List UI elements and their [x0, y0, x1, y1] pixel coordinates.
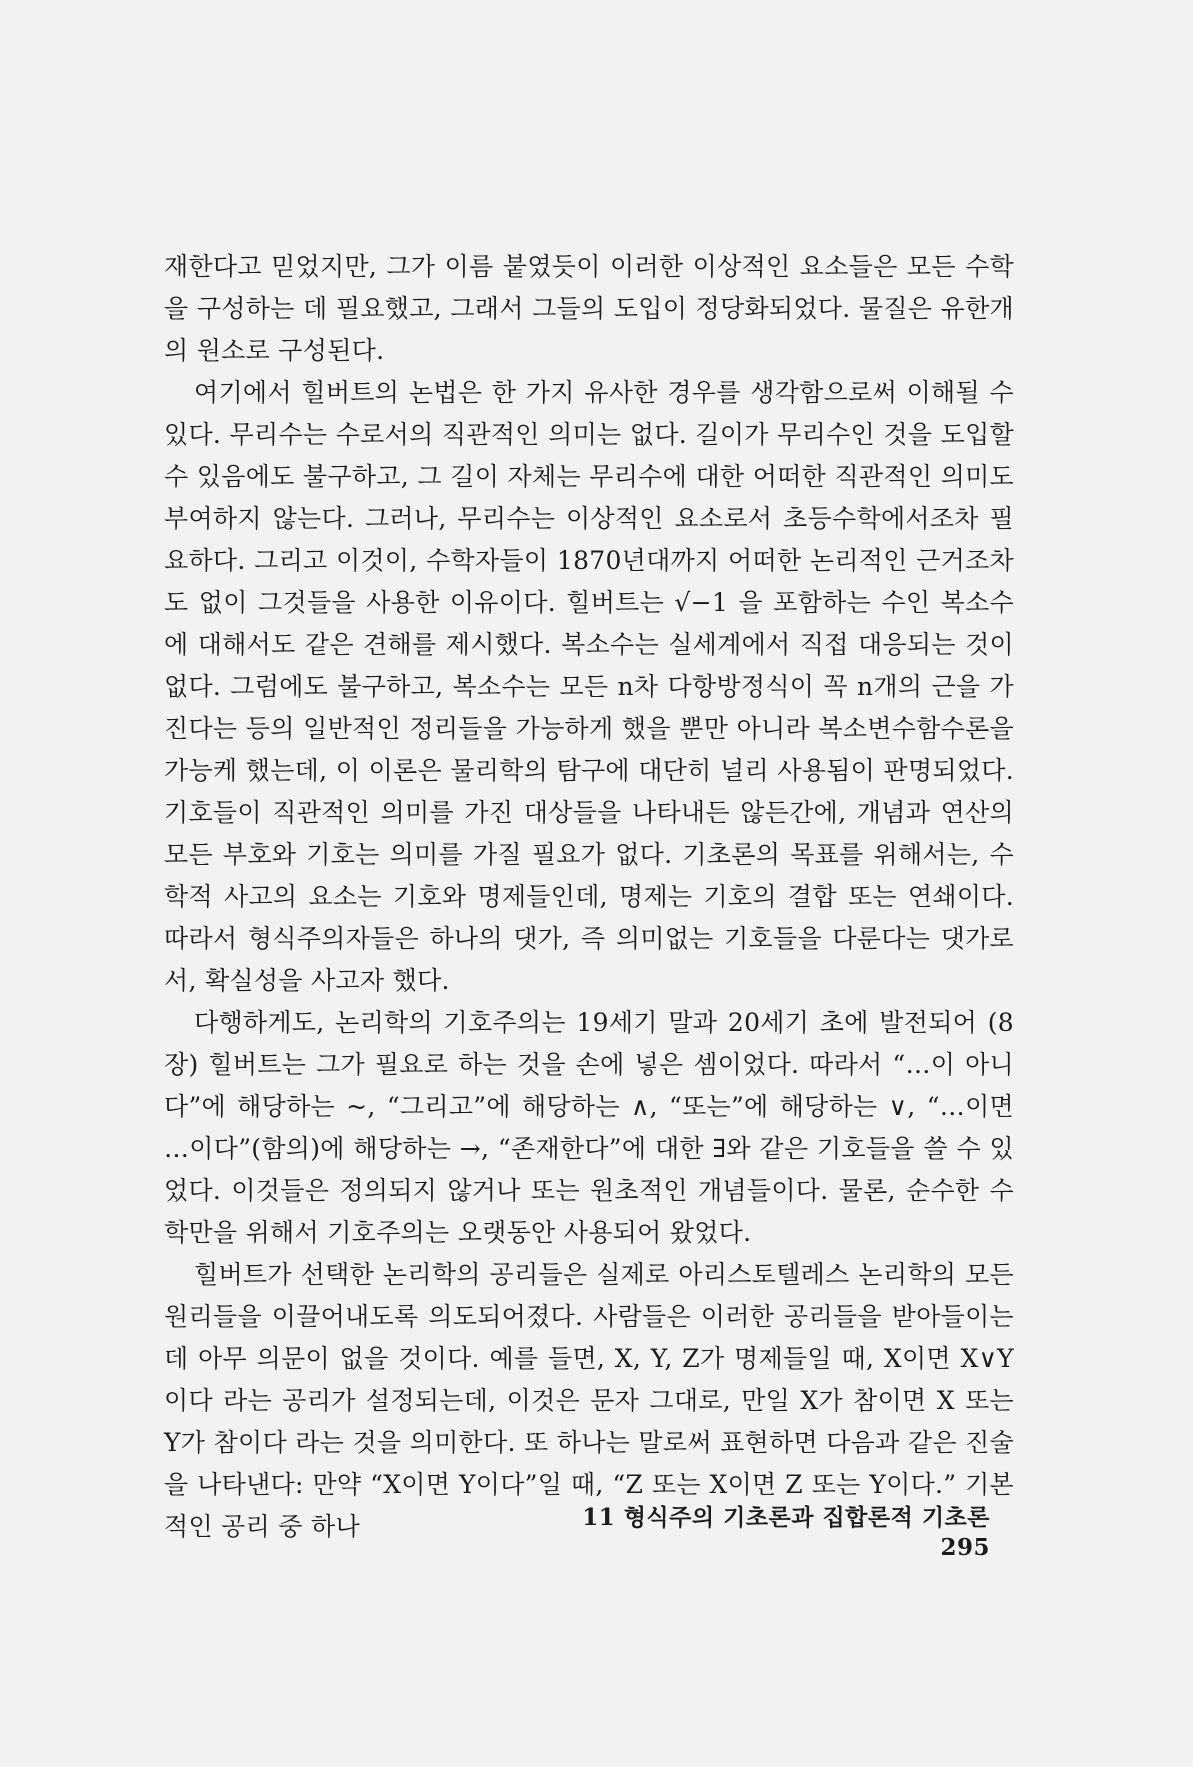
paragraph-2: 여기에서 힐버트의 논법은 한 가지 유사한 경우를 생각함으로써 이해될 수 있다. 무리수는 수로서의 직관적인 의미는 없다. 길이가 무리수인 것을 도입할 수 있음에도 불구하고, 그 길이 자체는 무리수에 대한 어떠한 직관적인 의미도 부여하지 않는다. 그러나, 무리수는 이상적인 요소로서 초등수학에서조차 필요하다. 그리고 이것이, 수학자들이 1870년대까지 어떠한 논리적인 근거조차도 없이 그것들을 사용한 이유이다. 힐버트는 √−1 을 포함하는 수인 복소수에 대해서도 같은 견해를 제시했다. 복소수는 실세계에서 직접 대응되는 것이 없다. 그럼에도 불구하고, 복소수는 모든 n차 다항방정식이 꼭 n개의 근을 가진다는 등의 일반적인 정리들을 가능하게 했을 뿐만 아니라 복소변수함수론을 가능케 했는데, 이 이론은 물리학의 탐구에 대단히 널리 사용됨이 판명되었다. 기호들이 직관적인 의미를 가진 대상들을 나타내든 않든간에, 개념과 연산의 모든 부호와 기호는 의미를 가질 필요가 없다. 기초론의 목표를 위해서는, 수학적 사고의 요소는 기호와 명제들인데, 명제는 기호의 결합 또는 연쇄이다. 따라서 형식주의자들은 하나의 댓가, 즉 의미없는 기호들을 다룬다는 댓가로서, 확실성을 사고자 했다. [164, 378, 1014, 995]
paragraph-3: 다행하게도, 논리학의 기호주의는 19세기 말과 20세기 초에 발전되어 (8장) 힐버트는 그가 필요로 하는 것을 손에 넣은 셈이었다. 따라서 “…이 아니다”에 해당하는 ~, “그리고”에 해당하는 ∧, “또는”에 해당하는 ∨, “…이면 …이다”(함의)에 해당하는 →, “존재한다”에 대한 ∃와 같은 기호들을 쓸 수 있었다. 이것들은 정의되지 않거나 또는 원초적인 개념들이다. 물론, 순수한 수학만을 위해서 기호주의는 오랫동안 사용되어 왔었다. [164, 1008, 1014, 1247]
body-text [164, 246, 1014, 1548]
running-footer: 11 형식주의 기초론과 집합론적 기초론 295 [582, 1504, 990, 1561]
paragraph-4: 힐버트가 선택한 논리학의 공리들은 실제로 아리스토텔레스 논리학의 모든 원리들을 이끌어내도록 의도되어졌다. 사람들은 이러한 공리들을 받아들이는 데 아무 의문이 없을 것이다. 예를 들면, X, Y, Z가 명제들일 때, X이면 X∨Y이다 라는 공리가 설정되는데, 이것은 문자 그대로, 만일 X가 참이면 X 또는 Y가 참이다 라는 것을 의미한다. 또 하나는 말로써 표현하면 다음과 같은 진술을 나타낸다: 만약 “X이면 Y이다”일 때, “Z 또는 X이면 Z 또는 Y이다.” 기본적인 공리 중 하나 [164, 1260, 1014, 1541]
paragraph-1: 재한다고 믿었지만, 그가 이름 붙였듯이 이러한 이상적인 요소들은 모든 수학을 구성하는 데 필요했고, 그래서 그들의 도입이 정당화되었다. 물질은 유한개의 원소로 구성된다. [164, 252, 1014, 365]
